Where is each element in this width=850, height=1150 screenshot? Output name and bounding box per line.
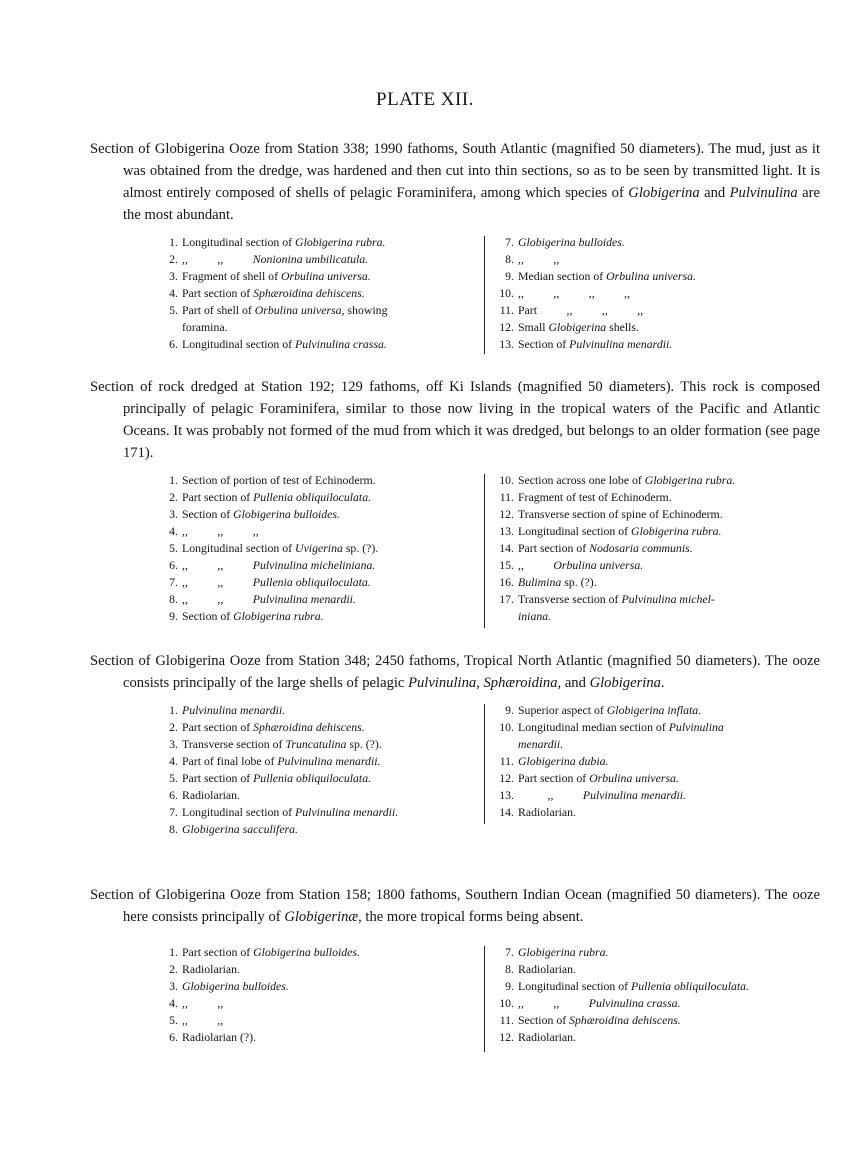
list-item-continuation: menardii. xyxy=(518,737,564,751)
item-taxon: Sphæroidina dehiscens. xyxy=(253,286,365,300)
item-taxon: Sphæroidina dehiscens. xyxy=(569,1013,681,1027)
figure-1 xyxy=(38,138,820,356)
item-number: 2. xyxy=(169,252,178,266)
item-text: ,, ,, xyxy=(182,1013,224,1027)
figure-2 xyxy=(38,376,820,630)
item-number: 4. xyxy=(169,286,178,300)
item-taxon: Globigerina inflata. xyxy=(606,703,702,717)
item-number: 3. xyxy=(169,979,178,993)
item-number: 15. xyxy=(499,558,514,572)
item-text: ,, ,, ,, xyxy=(182,524,259,538)
figure-caption xyxy=(38,376,820,464)
column-divider xyxy=(484,236,485,354)
item-column-left xyxy=(156,702,398,838)
list-item xyxy=(492,285,696,302)
figure-text: Section of Globigerina Ooze from Station 338; 1990 fathoms, South Atlantic (magnified 50 diameters). The mud, just as it was obtained from the dredge, was hardened and then cut into thin sections, so as to be seen by transmitted light. It is almost entirely composed of shells of pelagic Foraminifera, among which species of Globigerina and Pulvinulina are the most abundant. xyxy=(90,141,820,223)
list-item-continuation: foramina. xyxy=(182,320,228,334)
figure-caption xyxy=(38,884,820,928)
item-text: Fragment of test of Echinoderm. xyxy=(518,490,672,504)
list-item xyxy=(492,574,735,591)
item-text-suffix: shells. xyxy=(606,320,639,334)
figure-caption xyxy=(38,138,820,226)
list-item xyxy=(492,489,735,506)
list-item xyxy=(156,489,378,506)
item-taxon: Nodosaria communis. xyxy=(589,541,693,555)
item-column-right xyxy=(492,234,696,353)
item-number: 12. xyxy=(499,320,514,334)
figure-text: Section of rock dredged at Station 192; 129 fathoms, off Ki Islands (magnified 50 diameters). This rock is composed principally of pelagic Foraminifera, similar to those now living in the tropical waters of the Pacific and Atlantic Oceans. It was probably not formed of the mud from which it was dredged, but belongs to an older formation (see page 171). xyxy=(90,379,820,461)
list-item xyxy=(156,523,378,540)
column-divider xyxy=(484,474,485,628)
list-item xyxy=(492,787,724,804)
list-item xyxy=(156,804,398,821)
item-number: 2. xyxy=(169,962,178,976)
list-item xyxy=(156,753,398,770)
item-taxon: Globigerina sacculifera. xyxy=(182,822,298,836)
item-number: 12. xyxy=(499,1030,514,1044)
item-text-suffix: sp. (?). xyxy=(561,575,597,589)
list-item xyxy=(492,336,696,353)
item-taxon: Orbulina universa, xyxy=(254,303,345,317)
item-number: 1. xyxy=(169,703,178,717)
list-item xyxy=(156,506,378,523)
item-number: 5. xyxy=(169,1013,178,1027)
list-item xyxy=(156,787,398,804)
item-number: 13. xyxy=(499,788,514,802)
item-number: 5. xyxy=(169,303,178,317)
list-item xyxy=(492,319,696,336)
item-number: 3. xyxy=(169,269,178,283)
list-item xyxy=(156,472,378,489)
item-column-right xyxy=(492,472,735,625)
figure-item-list xyxy=(38,702,820,842)
item-text: Transverse section of spine of Echinoderm. xyxy=(518,507,723,521)
item-text: Section of xyxy=(518,1013,570,1027)
list-item-continuation: iniana. xyxy=(518,609,552,623)
list-item xyxy=(492,591,735,608)
item-text: Longitudinal section of xyxy=(182,337,296,351)
item-number: 1. xyxy=(169,235,178,249)
item-number: 8. xyxy=(505,962,514,976)
list-item xyxy=(492,234,696,251)
item-text: Longitudinal median section of xyxy=(518,720,669,734)
list-item xyxy=(156,268,387,285)
list-item xyxy=(156,234,387,251)
item-text: Longitudinal section of xyxy=(182,805,296,819)
item-taxon: Pulvinulina michel- xyxy=(621,592,715,606)
item-number: 7. xyxy=(505,235,514,249)
item-column-left xyxy=(156,234,387,353)
list-item xyxy=(156,719,398,736)
item-text: Part section of xyxy=(518,771,590,785)
item-number: 16. xyxy=(499,575,514,589)
list-item xyxy=(156,336,387,353)
column-divider xyxy=(484,946,485,1052)
item-number: 8. xyxy=(169,592,178,606)
item-taxon: Globigerina rubra. xyxy=(644,473,736,487)
item-taxon: Sphæroidina dehiscens. xyxy=(253,720,365,734)
item-text: ,, xyxy=(518,788,583,802)
list-item xyxy=(492,540,735,557)
item-text: Longitudinal section of xyxy=(182,541,296,555)
list-item xyxy=(156,1029,360,1046)
list-item xyxy=(492,251,696,268)
item-number: 6. xyxy=(169,1030,178,1044)
item-text-suffix: sp. (?). xyxy=(346,737,382,751)
item-text: Part section of xyxy=(182,771,254,785)
list-item xyxy=(492,523,735,540)
item-column-left xyxy=(156,472,378,625)
item-text: Section across one lobe of xyxy=(518,473,645,487)
item-taxon: Globigerina bulloides. xyxy=(253,945,360,959)
item-text: Section of xyxy=(182,507,234,521)
item-taxon: Globigerina rubra. xyxy=(518,945,609,959)
figure-item-list xyxy=(38,944,820,1054)
item-text: Transverse section of xyxy=(518,592,622,606)
item-text: Radiolarian. xyxy=(182,788,240,802)
item-number: 4. xyxy=(169,996,178,1010)
item-text: Part section of xyxy=(182,286,254,300)
item-text: Superior aspect of xyxy=(518,703,607,717)
figure-text: Section of Globigerina Ooze from Station 348; 2450 fathoms, Tropical North Atlantic (magnified 50 diameters). The ooze consists principally of the large shells of pelagic Pulvinulina, Sphæroidina, and Globigerina. xyxy=(90,653,820,691)
list-item xyxy=(156,251,387,268)
item-number: 9. xyxy=(505,269,514,283)
item-number: 5. xyxy=(169,771,178,785)
item-text: Part of shell of xyxy=(182,303,255,317)
item-number: 5. xyxy=(169,541,178,555)
list-item xyxy=(156,736,398,753)
item-number: 4. xyxy=(169,524,178,538)
item-number: 8. xyxy=(505,252,514,266)
figure-item-list xyxy=(38,472,820,630)
item-taxon: Pulvinulina menardii. xyxy=(295,805,399,819)
list-item xyxy=(156,608,378,625)
item-taxon: Uvigerina xyxy=(295,541,343,555)
item-number: 3. xyxy=(169,507,178,521)
plate-title: PLATE XII. xyxy=(376,89,474,110)
figure-label xyxy=(38,138,90,160)
item-taxon: Bulimina xyxy=(518,575,562,589)
list-item xyxy=(156,961,360,978)
list-item xyxy=(492,978,749,995)
item-taxon: Globigerina rubra. xyxy=(631,524,722,538)
item-text: Median section of xyxy=(518,269,607,283)
item-taxon: Globigerina bulloides. xyxy=(182,979,289,993)
item-text: Longitudinal section of xyxy=(518,524,632,538)
list-item xyxy=(156,944,360,961)
list-item xyxy=(156,285,387,302)
item-taxon: Pulvinulina menardii. xyxy=(252,592,356,606)
figure-label xyxy=(38,650,90,672)
item-number: 7. xyxy=(169,805,178,819)
item-number: 10. xyxy=(499,286,514,300)
item-text: ,, ,, xyxy=(182,592,253,606)
item-text: Fragment of shell of xyxy=(182,269,281,283)
list-item xyxy=(492,702,724,719)
list-item xyxy=(156,770,398,787)
item-text: Transverse section of xyxy=(182,737,286,751)
item-text: ,, ,, xyxy=(518,252,560,266)
item-taxon: Globigerina bulloides. xyxy=(518,235,625,249)
item-number: 11. xyxy=(499,1013,514,1027)
list-item xyxy=(492,557,735,574)
item-taxon: Orbulina universa. xyxy=(589,771,679,785)
list-item xyxy=(492,753,724,770)
item-text: Part section of xyxy=(518,541,590,555)
item-number: 11. xyxy=(499,754,514,768)
figure-label xyxy=(38,376,90,398)
list-item xyxy=(492,268,696,285)
list-item xyxy=(492,1029,749,1046)
item-text: ,, ,, xyxy=(182,558,253,572)
item-taxon: Pulvinulina menardii. xyxy=(277,754,381,768)
item-number: 11. xyxy=(499,490,514,504)
item-number: 2. xyxy=(169,490,178,504)
item-text: ,, ,, xyxy=(182,252,253,266)
item-text: Radiolarian (?). xyxy=(182,1030,257,1044)
item-number: 14. xyxy=(499,805,514,819)
item-taxon: Pulvinulina menardii. xyxy=(182,703,286,717)
item-number: 17. xyxy=(499,592,514,606)
figure-3 xyxy=(38,650,820,842)
item-text: Part ,, ,, ,, xyxy=(518,303,644,317)
list-item xyxy=(492,804,724,821)
item-taxon: Pulvinulina menardii. xyxy=(582,788,686,802)
item-number: 10. xyxy=(499,996,514,1010)
list-item xyxy=(492,961,749,978)
item-number: 1. xyxy=(169,945,178,959)
list-item xyxy=(492,1012,749,1029)
item-text: Longitudinal section of xyxy=(182,235,296,249)
list-item xyxy=(156,574,378,591)
item-taxon: Globigerina xyxy=(548,320,607,334)
item-number: 6. xyxy=(169,337,178,351)
list-item xyxy=(156,978,360,995)
item-number: 2. xyxy=(169,720,178,734)
item-text-suffix: showing xyxy=(344,303,388,317)
item-taxon: Orbulina universa. xyxy=(606,269,696,283)
item-text-suffix: sp. (?). xyxy=(342,541,379,555)
item-number: 4. xyxy=(169,754,178,768)
item-number: 6. xyxy=(169,788,178,802)
item-number: 13. xyxy=(499,524,514,538)
item-column-right xyxy=(492,944,749,1046)
item-taxon: Pulvinulina crassa. xyxy=(588,996,681,1010)
list-item xyxy=(156,1012,360,1029)
item-text: Section of portion of test of Echinoderm. xyxy=(182,473,376,487)
item-text: Part section of xyxy=(182,945,254,959)
list-item xyxy=(492,506,735,523)
item-text: Small xyxy=(518,320,549,334)
list-item xyxy=(492,770,724,787)
item-number: 1. xyxy=(169,473,178,487)
list-item xyxy=(156,591,378,608)
list-item xyxy=(156,821,398,838)
item-taxon: Pulvinulina xyxy=(668,720,724,734)
item-text: ,, ,, xyxy=(182,575,253,589)
item-taxon: Nonionina umbilicatula. xyxy=(252,252,369,266)
item-number: 14. xyxy=(499,541,514,555)
list-item xyxy=(156,540,378,557)
figure-4 xyxy=(38,884,820,1054)
item-number: 8. xyxy=(169,822,178,836)
item-number: 13. xyxy=(499,337,514,351)
list-item xyxy=(156,995,360,1012)
item-taxon: Globigerina dubia. xyxy=(518,754,609,768)
item-taxon: Orbulina universa. xyxy=(553,558,644,572)
list-item xyxy=(492,944,749,961)
item-taxon: Globigerina rubra. xyxy=(233,609,324,623)
item-taxon: Orbulina universa. xyxy=(280,269,371,283)
item-taxon: Pullenia obliquiloculata. xyxy=(253,771,372,785)
item-number: 12. xyxy=(499,507,514,521)
list-item xyxy=(156,557,378,574)
item-text: ,, ,, xyxy=(518,996,589,1010)
item-number: 10. xyxy=(499,473,514,487)
item-number: 7. xyxy=(505,945,514,959)
item-number: 12. xyxy=(499,771,514,785)
item-number: 11. xyxy=(499,303,514,317)
item-text: Radiolarian. xyxy=(518,1030,576,1044)
figure-label xyxy=(38,884,90,906)
item-text: ,, ,, ,, ,, xyxy=(518,286,631,300)
item-number: 6. xyxy=(169,558,178,572)
item-text: Radiolarian. xyxy=(518,805,576,819)
item-text: Part section of xyxy=(182,490,254,504)
item-text: ,, ,, xyxy=(182,996,224,1010)
item-text: Part of final lobe of xyxy=(182,754,278,768)
item-number: 9. xyxy=(505,703,514,717)
item-taxon: Pullenia obliquiloculata. xyxy=(253,490,372,504)
item-text: Radiolarian. xyxy=(182,962,240,976)
item-taxon: Pullenia obliquiloculata. xyxy=(631,979,750,993)
figure-text: Section of Globigerina Ooze from Station 158; 1800 fathoms, Southern Indian Ocean (magnified 50 diameters). The ooze here consists principally of Globigerinæ, the more tropical forms being absent. xyxy=(90,887,820,925)
item-number: 7. xyxy=(169,575,178,589)
item-taxon: Pulvinulina micheliniana. xyxy=(252,558,376,572)
list-item xyxy=(492,472,735,489)
list-item xyxy=(492,995,749,1012)
item-taxon: Globigerina bulloides. xyxy=(233,507,340,521)
list-item xyxy=(492,302,696,319)
list-item xyxy=(156,702,398,719)
item-number: 9. xyxy=(505,979,514,993)
item-taxon: Pulvinulina menardii. xyxy=(569,337,673,351)
item-text: Section of xyxy=(182,609,234,623)
item-taxon: Globigerina rubra. xyxy=(295,235,386,249)
column-divider xyxy=(484,704,485,824)
item-number: 3. xyxy=(169,737,178,751)
item-taxon: Pulvinulina crassa. xyxy=(295,337,387,351)
item-text: Radiolarian. xyxy=(518,962,576,976)
item-taxon: Pullenia obliquiloculata. xyxy=(252,575,371,589)
item-text: Longitudinal section of xyxy=(518,979,632,993)
item-number: 9. xyxy=(169,609,178,623)
item-number: 10. xyxy=(499,720,514,734)
item-column-right xyxy=(492,702,724,821)
figure-caption xyxy=(38,650,820,694)
item-text: Section of xyxy=(518,337,570,351)
item-column-left xyxy=(156,944,360,1046)
list-item xyxy=(156,302,387,319)
item-text: Part section of xyxy=(182,720,254,734)
list-item xyxy=(492,719,724,736)
item-taxon: Truncatulina xyxy=(285,737,347,751)
item-text: ,, xyxy=(518,558,554,572)
figure-item-list xyxy=(38,234,820,356)
